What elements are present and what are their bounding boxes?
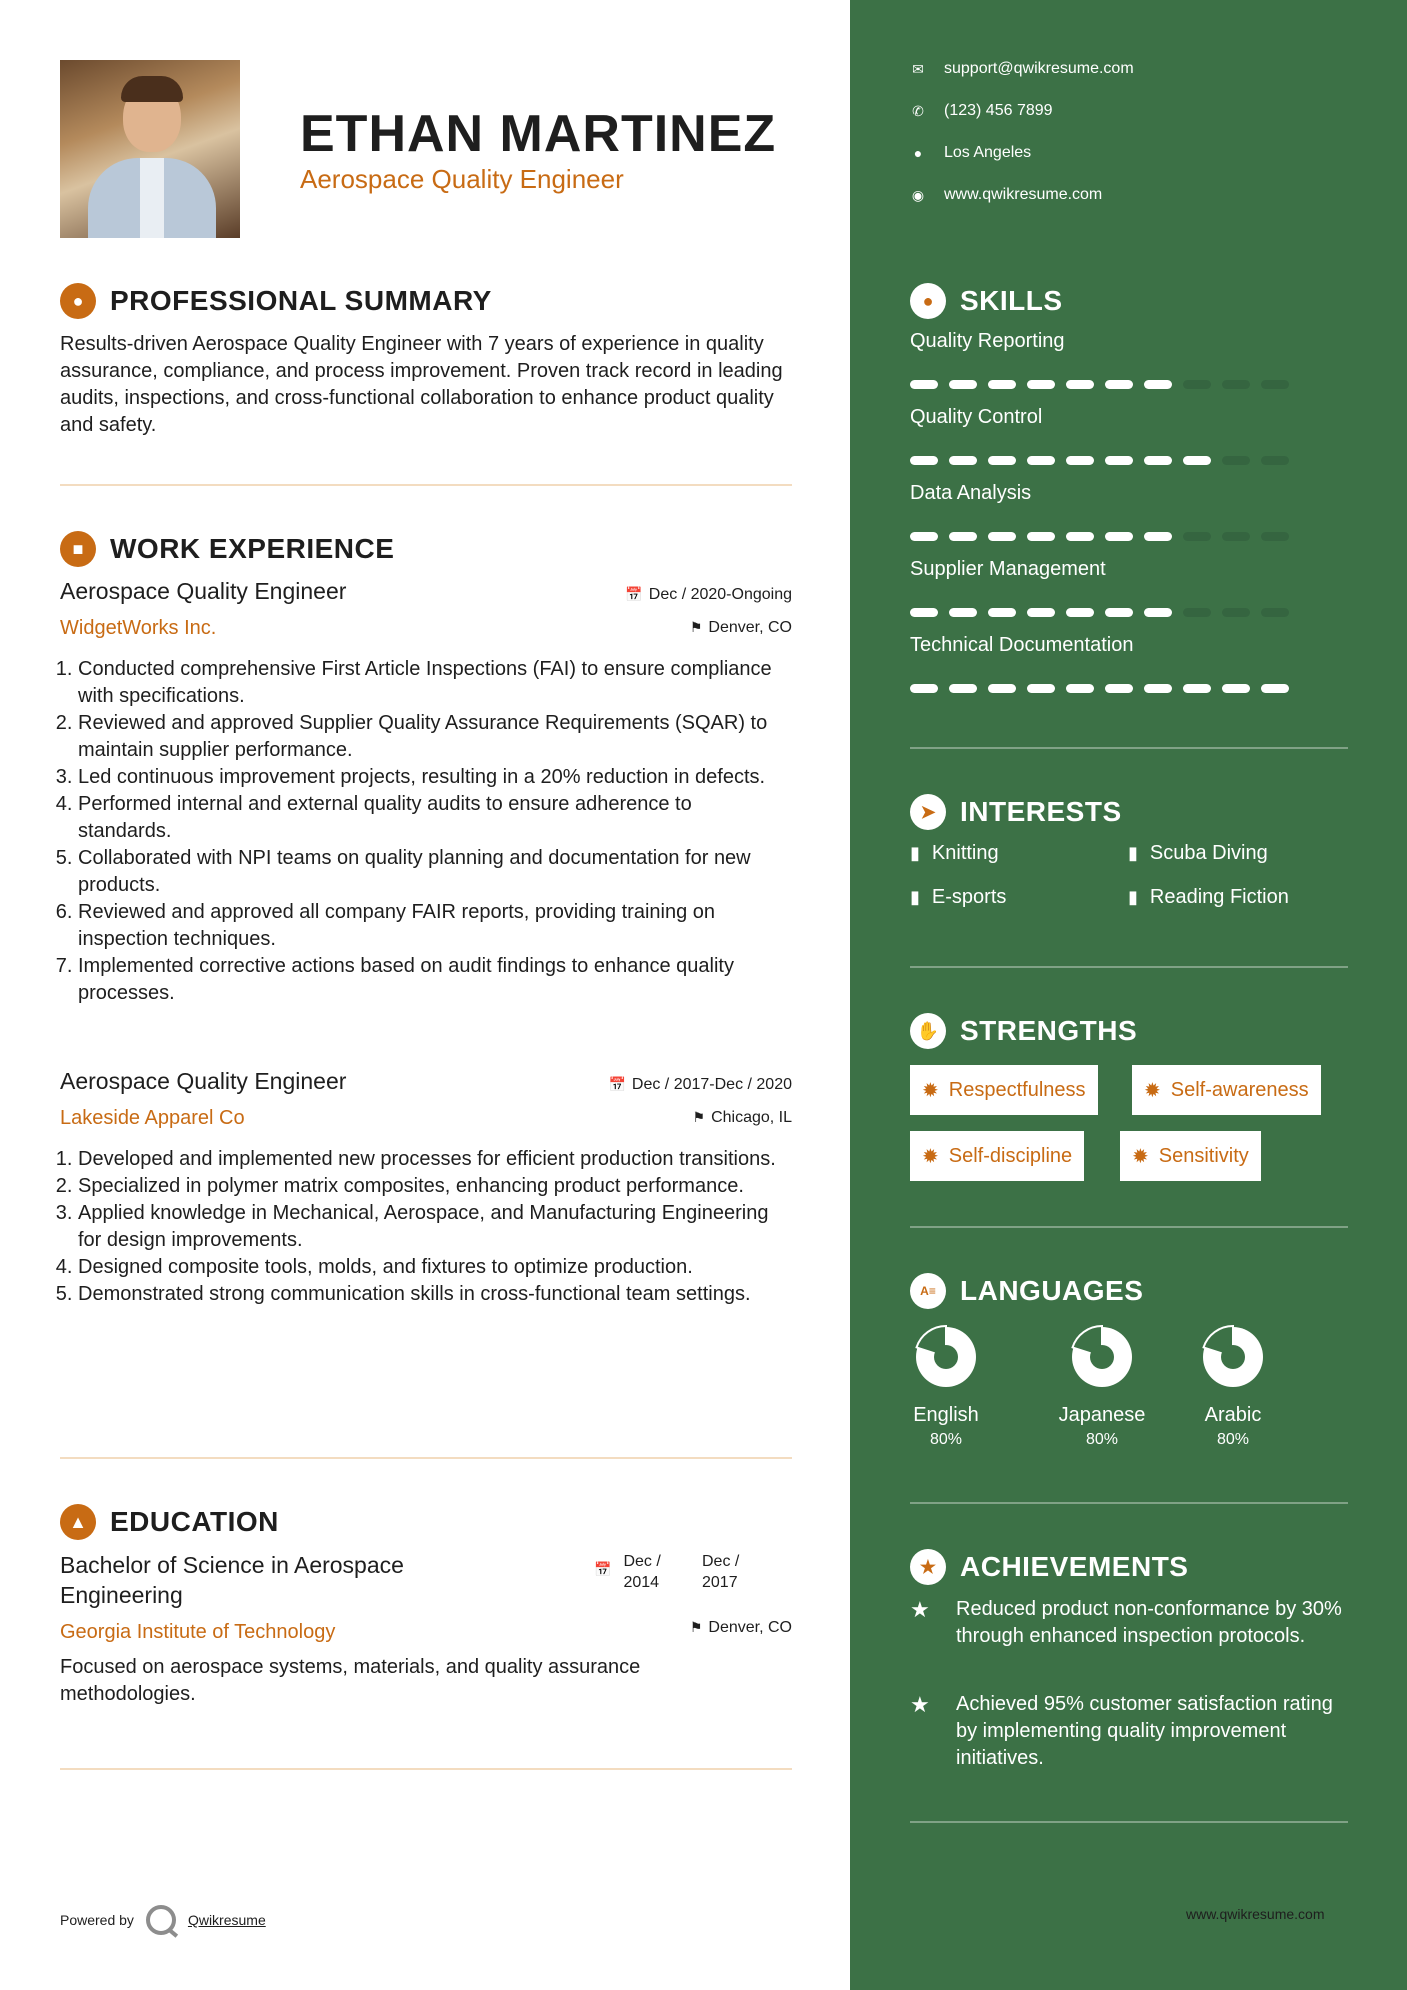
language-name: Japanese (1058, 1404, 1146, 1426)
skill-dot (1027, 684, 1055, 693)
experience-heading (60, 531, 394, 567)
skill-dot (1261, 532, 1289, 541)
burst-icon: ✹ (1132, 1145, 1149, 1168)
strength-badge (1120, 1131, 1261, 1181)
skill-dot (1105, 380, 1133, 389)
skills-heading-text: SKILLS (960, 285, 1063, 316)
achievement-text: Achieved 95% customer satisfaction rating by implementing quality improvement initiatives. (956, 1693, 1333, 1769)
powered-by-text: Powered by (60, 1912, 134, 1928)
interests-heading-text: INTERESTS (960, 796, 1122, 827)
skill-dot (1183, 380, 1211, 389)
calendar-icon: 📅 (594, 1561, 612, 1577)
brand-link[interactable]: Qwikresume (187, 1912, 266, 1928)
skill-name: Quality Control (910, 406, 1043, 428)
job-location (560, 1109, 792, 1127)
candidate-role: Aerospace Quality Engineer (300, 164, 624, 194)
skill-dot (1183, 608, 1211, 617)
list-item: 1. Developed and implemented new processes for efficient production transitions. (78, 1146, 780, 1173)
skill-dot (949, 532, 977, 541)
achievements-heading-text: ACHIEVEMENTS (960, 1551, 1189, 1582)
phone-text[interactable]: (123) 456 7899 (944, 102, 1053, 119)
skill-dot (1222, 532, 1250, 541)
burst-icon: ✹ (922, 1145, 939, 1168)
list-item: 5. Collaborated with NPI teams on quality planning and documentation for new products. (78, 845, 780, 899)
summary-text: Results-driven Aerospace Quality Engineer with 7 years of experience in quality assurance, compliance, and process improvement. Proven track record in leading audits, inspections, and cross-functional collaboration to enhance product quality and safety. (60, 333, 783, 436)
interest-item (1128, 842, 1268, 865)
skill-dot (1261, 456, 1289, 465)
edu-start (594, 1551, 674, 1593)
skill-dot (910, 456, 938, 465)
qwikresume-logo-icon (146, 1905, 176, 1935)
skill-dot (1066, 532, 1094, 541)
lightbulb-icon: ● (910, 283, 946, 319)
shooting-star-icon: ★ (910, 1692, 930, 1717)
skill-dot (949, 380, 977, 389)
language-name: English (913, 1404, 979, 1426)
job-title: Aerospace Quality Engineer (60, 578, 347, 604)
skill-dot (1183, 532, 1211, 541)
book-icon: ▮ (910, 887, 920, 907)
contact-email[interactable] (910, 60, 1134, 78)
skill-name: Technical Documentation (910, 634, 1134, 656)
burst-icon: ✹ (1144, 1079, 1161, 1102)
skill-dot (1105, 608, 1133, 617)
skill-level-bar (910, 608, 1289, 617)
candidate-name: ETHAN MARTINEZ (300, 105, 777, 163)
job-date-text: Dec / 2020-Ongoing (648, 586, 792, 603)
edu-location-text: Denver, CO (708, 1619, 792, 1636)
divider (910, 1226, 1348, 1228)
interest-label: Scuba Diving (1149, 842, 1268, 864)
pin-icon: ⚑ (692, 1109, 706, 1125)
contact-website[interactable] (910, 186, 1102, 204)
divider (60, 484, 792, 486)
pin-icon: ⚑ (689, 1619, 703, 1635)
job-title: Aerospace Quality Engineer (60, 1068, 347, 1094)
school: Georgia Institute of Technology (60, 1621, 336, 1643)
skill-dot (1222, 684, 1250, 693)
job-date (540, 1076, 792, 1094)
list-item: 6. Reviewed and approved all company FAIR reports, providing training on inspection techniques. (78, 899, 780, 953)
skill-level-bar (910, 380, 1289, 389)
contact-phone[interactable] (910, 102, 1053, 120)
divider (60, 1768, 792, 1770)
skill-dot (1066, 380, 1094, 389)
skill-dot (988, 684, 1016, 693)
skill-dot (1066, 456, 1094, 465)
language-pie (1201, 1325, 1265, 1389)
achievement-text: Reduced product non-conformance by 30% through enhanced inspection protocols. (956, 1598, 1342, 1647)
user-icon: ● (60, 283, 96, 319)
skill-name: Data Analysis (910, 482, 1032, 504)
strength-badge (1132, 1065, 1321, 1115)
summary-heading-text: PROFESSIONAL SUMMARY (110, 285, 492, 316)
skill-dot (949, 608, 977, 617)
interest-item (1128, 886, 1289, 909)
list-item: 7. Implemented corrective actions based on audit findings to enhance quality processes. (78, 953, 780, 1007)
skill-dot (988, 608, 1016, 617)
edu-description: Focused on aerospace systems, materials, and quality assurance methodologies. (60, 1656, 641, 1705)
skill-dot (988, 532, 1016, 541)
skill-dot (910, 608, 938, 617)
language-name: Arabic (1204, 1404, 1262, 1426)
book-icon: ▮ (1128, 843, 1138, 863)
interest-label: Knitting (931, 842, 999, 864)
profile-photo (60, 60, 240, 238)
edu-start-text: Dec / 2014 (623, 1553, 661, 1591)
calendar-icon: 📅 (625, 586, 643, 602)
strength-label: Sensitivity (1158, 1144, 1249, 1167)
briefcase-icon: ■ (60, 531, 96, 567)
skill-dot (1222, 456, 1250, 465)
job-company: WidgetWorks Inc. (60, 617, 217, 639)
achievement-item (910, 1691, 1350, 1772)
education-heading (60, 1504, 279, 1540)
skill-dot (910, 380, 938, 389)
skill-dot (1144, 532, 1172, 541)
language-pie (914, 1325, 978, 1389)
contact-location (910, 144, 1031, 162)
phone-icon: ✆ (912, 102, 924, 119)
skill-dot (1261, 684, 1289, 693)
language-icon: A≡ (910, 1273, 946, 1309)
skill-level-bar (910, 532, 1289, 541)
achievements-heading (910, 1549, 1188, 1585)
skills-heading (910, 283, 1063, 319)
skill-dot (1144, 456, 1172, 465)
interest-item (910, 886, 1006, 909)
list-item: 5. Demonstrated strong communication skills in cross-functional team settings. (78, 1281, 780, 1308)
location-text: Los Angeles (944, 144, 1032, 161)
calendar-icon: 📅 (608, 1076, 626, 1092)
job-company: Lakeside Apparel Co (60, 1107, 245, 1129)
interest-item (910, 842, 999, 865)
skill-dot (1144, 684, 1172, 693)
envelope-icon: ✉ (912, 60, 924, 77)
achievement-item (910, 1596, 1350, 1650)
edu-end: Dec / 2017 (702, 1553, 740, 1591)
job-location-text: Denver, CO (708, 619, 792, 636)
skill-dot (1183, 684, 1211, 693)
skill-dot (1027, 608, 1055, 617)
paper-plane-icon: ➤ (910, 794, 946, 830)
language-item (1042, 1325, 1162, 1449)
skill-dot (1261, 380, 1289, 389)
degree: Bachelor of Science in Aerospace Engineering (60, 1552, 404, 1608)
skill-dot (1261, 608, 1289, 617)
skill-dot (910, 684, 938, 693)
list-item: 1. Conducted comprehensive First Article Inspections (FAI) to ensure compliance with specifications. (78, 656, 780, 710)
list-item: 2. Reviewed and approved Supplier Quality Assurance Requirements (SQAR) to maintain supplier performance. (78, 710, 780, 764)
languages-heading (910, 1273, 1143, 1309)
languages-heading-text: LANGUAGES (960, 1275, 1144, 1306)
book-icon: ▮ (1128, 887, 1138, 907)
language-percent: 80% (1085, 1431, 1119, 1448)
star-icon: ★ (910, 1549, 946, 1585)
skill-dot (1066, 608, 1094, 617)
job-bullets (60, 1146, 780, 1308)
map-marker-icon: ● (913, 145, 923, 161)
job-bullets (60, 656, 780, 1007)
skill-level-bar (910, 456, 1289, 465)
language-percent: 80% (1216, 1431, 1250, 1448)
divider (910, 747, 1348, 749)
job-location-text: Chicago, IL (711, 1109, 792, 1126)
job-date-text: Dec / 2017-Dec / 2020 (631, 1076, 792, 1093)
language-item (1173, 1325, 1293, 1449)
skill-dot (1144, 380, 1172, 389)
language-percent: 80% (929, 1431, 963, 1448)
skill-name: Supplier Management (910, 558, 1106, 580)
skill-dot (1222, 608, 1250, 617)
list-item: 4. Designed composite tools, molds, and fixtures to optimize production. (78, 1254, 780, 1281)
skill-level-bar (910, 684, 1289, 693)
list-item: 2. Specialized in polymer matrix composites, enhancing product performance. (78, 1173, 780, 1200)
skill-dot (949, 684, 977, 693)
summary-heading (60, 283, 492, 319)
skill-dot (1105, 532, 1133, 541)
strength-badge (910, 1131, 1084, 1181)
experience-heading-text: WORK EXPERIENCE (110, 533, 395, 564)
skill-dot (1027, 380, 1055, 389)
strength-label: Self-awareness (1170, 1078, 1309, 1101)
divider (910, 1502, 1348, 1504)
job-date (560, 586, 792, 604)
book-icon: ▮ (910, 843, 920, 863)
divider (60, 1457, 792, 1459)
skill-dot (1066, 684, 1094, 693)
skill-dot (1027, 456, 1055, 465)
interest-label: Reading Fiction (1149, 886, 1289, 908)
language-item (886, 1325, 1006, 1449)
powered-by (60, 1905, 266, 1935)
job-location (560, 619, 792, 637)
skill-dot (1183, 456, 1211, 465)
interests-heading (910, 794, 1122, 830)
skill-dot (1027, 532, 1055, 541)
language-pie (1070, 1325, 1134, 1389)
skill-dot (1144, 608, 1172, 617)
skill-name: Quality Reporting (910, 330, 1065, 352)
divider (910, 966, 1348, 968)
strength-badge (910, 1065, 1098, 1115)
strengths-heading-text: STRENGTHS (960, 1015, 1138, 1046)
strength-label: Respectfulness (948, 1078, 1086, 1101)
skill-dot (1105, 684, 1133, 693)
website-text[interactable]: www.qwikresume.com (944, 186, 1103, 203)
skill-dot (1105, 456, 1133, 465)
skill-dot (910, 532, 938, 541)
education-heading-text: EDUCATION (110, 1506, 279, 1537)
fist-icon: ✋ (910, 1013, 946, 1049)
list-item: 3. Led continuous improvement projects, resulting in a 20% reduction in defects. (78, 764, 780, 791)
burst-icon: ✹ (922, 1079, 939, 1102)
shooting-star-icon: ★ (910, 1597, 930, 1622)
graduation-icon: ▲ (60, 1504, 96, 1540)
interest-label: E-sports (931, 886, 1007, 908)
footer-url[interactable]: www.qwikresume.com (1186, 1906, 1325, 1922)
divider (910, 1821, 1348, 1823)
strength-label: Self-discipline (948, 1144, 1073, 1167)
skill-dot (949, 456, 977, 465)
globe-icon: ◉ (911, 186, 925, 203)
strengths-heading (910, 1013, 1137, 1049)
skill-dot (988, 380, 1016, 389)
email-text[interactable]: support@qwikresume.com (944, 60, 1134, 77)
list-item: 3. Applied knowledge in Mechanical, Aerospace, and Manufacturing Engineering for design improvements. (78, 1200, 780, 1254)
list-item: 4. Performed internal and external quality audits to ensure adherence to standards. (78, 791, 780, 845)
edu-location (560, 1619, 792, 1637)
skill-dot (1222, 380, 1250, 389)
skill-dot (988, 456, 1016, 465)
pin-icon: ⚑ (689, 619, 703, 635)
